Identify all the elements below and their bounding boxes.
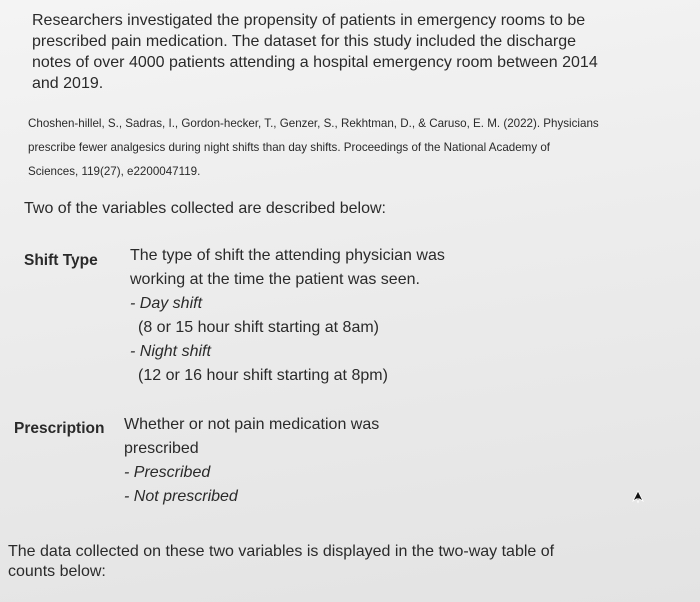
- citation: [28, 112, 599, 184]
- intro-line: Researchers investigated the propensity of patients in emergency rooms to be: [32, 12, 586, 29]
- variables-intro: Two of the variables collected are described below:: [24, 200, 386, 217]
- citation-line: prescribe fewer analgesics during night shifts than day shifts. Proceedings of the National Academy of: [28, 141, 551, 154]
- day-shift-option: - Day shift: [130, 295, 203, 312]
- shift-type-desc-line: The type of shift the attending physician was: [130, 247, 445, 264]
- citation-line: Choshen-hillel, S., Sadras, I., Gordon-hecker, T., Genzer, S., Rekhtman, D., & Caruso, E. M. (2022). Physicians: [28, 117, 599, 130]
- prescription-desc-line: prescribed: [124, 440, 199, 457]
- intro-line: notes of over 4000 patients attending a hospital emergency room between 2014: [32, 54, 598, 71]
- footer-line: counts below:: [8, 563, 106, 580]
- shift-type-desc-line: working at the time the patient was seen.: [130, 271, 420, 288]
- day-shift-detail: (8 or 15 hour shift starting at 8am): [138, 319, 379, 336]
- prescription-description: [124, 413, 379, 509]
- intro-line: prescribed pain medication. The dataset for this study included the discharge: [32, 33, 577, 50]
- prescription-label: Prescription: [14, 420, 105, 437]
- prescribed-option: - Prescribed: [124, 464, 211, 481]
- shift-type-description: [130, 244, 445, 388]
- night-shift-detail: (12 or 16 hour shift starting at 8pm): [138, 367, 388, 384]
- intro-line: and 2019.: [32, 75, 104, 92]
- not-prescribed-option: - Not prescribed: [124, 488, 238, 505]
- footer-paragraph: [8, 542, 554, 582]
- mouse-pointer-icon: [631, 490, 645, 504]
- night-shift-option: - Night shift: [130, 343, 211, 360]
- shift-type-label: Shift Type: [24, 252, 98, 269]
- prescription-desc-line: Whether or not pain medication was: [124, 416, 380, 433]
- citation-line: Sciences, 119(27), e2200047119.: [28, 165, 201, 178]
- intro-paragraph: [32, 10, 672, 94]
- footer-line: The data collected on these two variables is displayed in the two-way table of: [8, 543, 555, 560]
